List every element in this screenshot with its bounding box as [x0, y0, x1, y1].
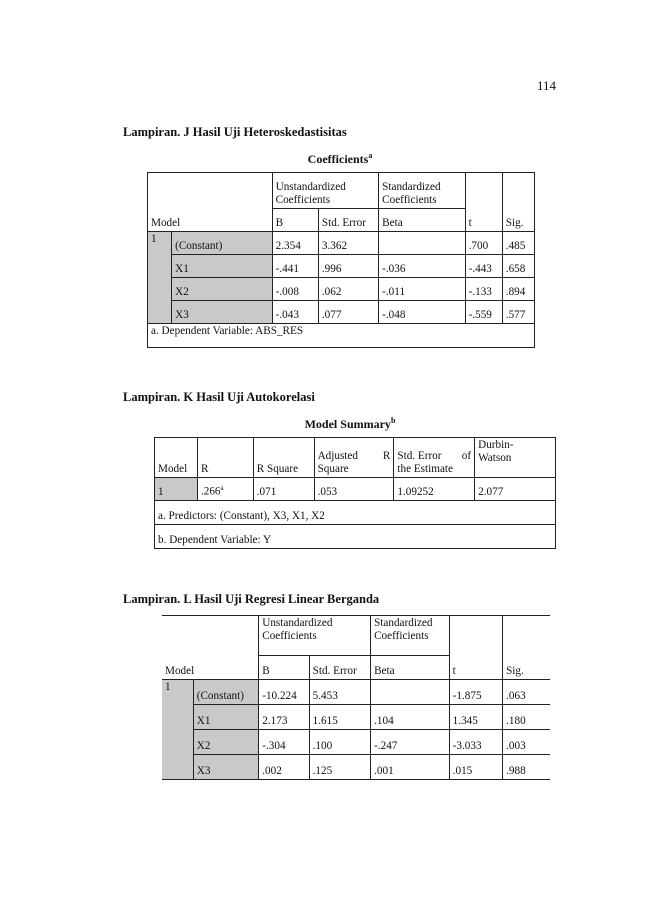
hdr-t: t [449, 616, 502, 680]
coefficients-table-j [147, 172, 535, 348]
row-label: X1 [172, 255, 273, 278]
row-label: X1 [193, 705, 259, 730]
model-number: 1 [155, 478, 198, 501]
cell-beta: -.247 [371, 730, 450, 755]
cell-b: -.441 [272, 255, 318, 278]
cell-b: 2.173 [259, 705, 309, 730]
hdr-standardized: Standardized Coefficients [379, 173, 465, 209]
hdr-r-square: R Square [253, 438, 314, 478]
cell-b: -.008 [272, 278, 318, 301]
hdr-b: B [272, 209, 318, 232]
cell-se: .077 [318, 301, 378, 324]
heading-j: Lampiran. J Hasil Uji Heteroskedastisitas [123, 125, 347, 139]
cell-b: -.304 [259, 730, 309, 755]
table-row [162, 705, 550, 730]
cell-beta: .001 [371, 755, 450, 780]
table-title-k: Model Summary$^b$ [304, 416, 396, 431]
cell-b: -10.224 [259, 680, 309, 705]
cell-sig: .485 [502, 232, 534, 255]
cell-sig: .658 [502, 255, 534, 278]
hdr-std-error: Std. Error [318, 209, 378, 232]
hdr-durbin-watson: Durbin-Watson [475, 438, 556, 478]
cell-beta [379, 232, 465, 255]
cell-beta: -.036 [379, 255, 465, 278]
hdr-standardized: Standardized Coefficients [371, 616, 450, 656]
cell-se: 3.362 [318, 232, 378, 255]
hdr-beta: Beta [371, 656, 450, 680]
cell-sig: .988 [503, 755, 550, 780]
hdr-beta: Beta [379, 209, 465, 232]
table-row [148, 301, 535, 324]
hdr-unstandardized: Unstandardized Coefficients [259, 616, 371, 656]
row-label: X2 [193, 730, 259, 755]
cell-t: -3.033 [449, 730, 502, 755]
heading-l: Lampiran. L Hasil Uji Regresi Linear Berganda [123, 592, 380, 606]
hdr-std-error-estimate: Std. Error of the Estimate [394, 438, 475, 478]
table-title-j: Coefficients$^a$ [307, 151, 373, 166]
cell-se: 1.615 [309, 705, 370, 730]
cell-se: 5.453 [309, 680, 370, 705]
cell-b: -.043 [272, 301, 318, 324]
model-number: 1 [162, 680, 193, 780]
model-summary-table [154, 437, 556, 549]
cell-sig: .180 [503, 705, 550, 730]
hdr-sig: Sig. [503, 616, 550, 680]
hdr-model: Model [162, 616, 259, 680]
cell-se: .125 [309, 755, 370, 780]
cell-sig: .577 [502, 301, 534, 324]
cell-beta: .104 [371, 705, 450, 730]
hdr-std-error: Std. Error [309, 656, 370, 680]
cell-t: .015 [449, 755, 502, 780]
coefficients-table-l [162, 615, 550, 780]
hdr-r: R [197, 438, 253, 478]
row-label: X3 [172, 301, 273, 324]
cell-t: -1.875 [449, 680, 502, 705]
cell-b: .002 [259, 755, 309, 780]
table-row [162, 730, 550, 755]
hdr-adjusted-r-square: Adjusted R Square [314, 438, 394, 478]
hdr-model: Model [148, 173, 273, 232]
table-row [148, 255, 535, 278]
hdr-sig: Sig. [502, 173, 534, 232]
cell-durbin-watson: 2.077 [475, 478, 556, 501]
hdr-b: B [259, 656, 309, 680]
cell-adjusted-r-square: .053 [314, 478, 394, 501]
cell-beta: -.011 [379, 278, 465, 301]
row-label: X2 [172, 278, 273, 301]
cell-t: -.559 [465, 301, 502, 324]
cell-beta [371, 680, 450, 705]
page-number: 114 [537, 78, 557, 93]
cell-se: .100 [309, 730, 370, 755]
cell-r-square: .071 [253, 478, 314, 501]
footnote: a. Dependent Variable: ABS_RES [148, 324, 535, 348]
cell-sig: .063 [503, 680, 550, 705]
cell-t: -.443 [465, 255, 502, 278]
table-row [162, 755, 550, 780]
cell-t: -.133 [465, 278, 502, 301]
heading-k: Lampiran. K Hasil Uji Autokorelasi [123, 390, 315, 404]
cell-sig: .003 [503, 730, 550, 755]
footnote-dependent: b. Dependent Variable: Y [155, 525, 556, 549]
hdr-unstandardized: Unstandardized Coefficients [272, 173, 379, 209]
cell-se: .996 [318, 255, 378, 278]
row-label: (Constant) [172, 232, 273, 255]
cell-se: .062 [318, 278, 378, 301]
cell-b: 2.354 [272, 232, 318, 255]
footnote-predictors: a. Predictors: (Constant), X3, X1, X2 [155, 501, 556, 525]
hdr-t: t [465, 173, 502, 232]
cell-t: 1.345 [449, 705, 502, 730]
cell-beta: -.048 [379, 301, 465, 324]
cell-sig: .894 [502, 278, 534, 301]
table-row [148, 232, 535, 255]
row-label: X3 [193, 755, 259, 780]
table-row [155, 478, 556, 501]
cell-t: .700 [465, 232, 502, 255]
model-number: 1 [148, 232, 172, 324]
hdr-model: Model [155, 438, 198, 478]
row-label: (Constant) [193, 680, 259, 705]
table-row [148, 278, 535, 301]
table-row [162, 680, 550, 705]
cell-std-error-estimate: 1.09252 [394, 478, 475, 501]
cell-r: .266$^a$ [197, 478, 253, 501]
